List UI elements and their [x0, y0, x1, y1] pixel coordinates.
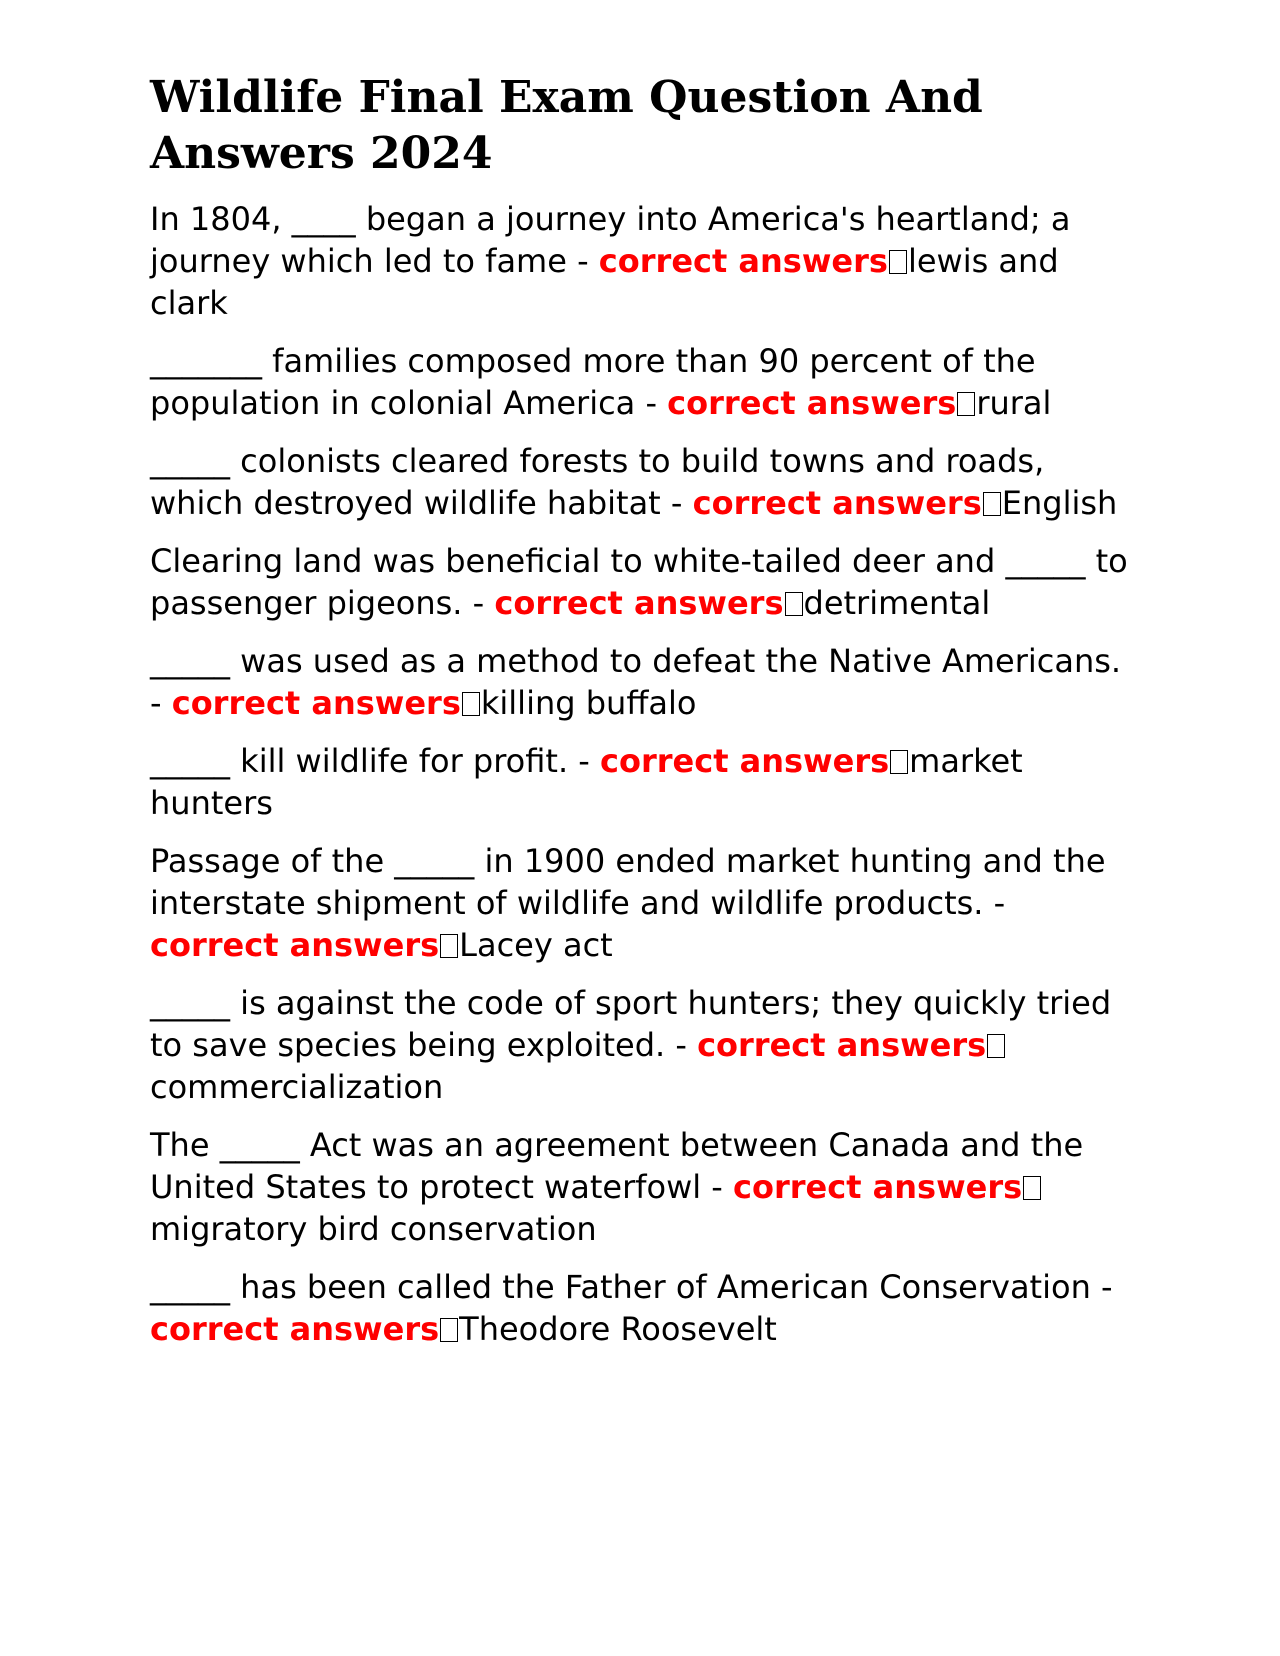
qa-item — [150, 740, 1140, 824]
correct-answers-label: correct answers — [667, 384, 957, 422]
question-text: _______ families composed more than 90 percent of the population in colonial America - — [150, 342, 1036, 422]
qa-item — [150, 1266, 1140, 1350]
missing-glyph-icon — [889, 250, 907, 274]
question-text: Passage of the _____ in 1900 ended market hunting and the interstate shipment of wildlife and wildlife products. - — [150, 842, 1106, 922]
qa-item — [150, 1124, 1140, 1250]
page-title: Wildlife Final Exam Question And Answers 2024 — [150, 72, 983, 179]
answer-text: Theodore Roosevelt — [459, 1310, 777, 1348]
qa-item — [150, 840, 1140, 966]
qa-item — [150, 640, 1140, 724]
qa-item — [150, 340, 1140, 424]
correct-answers-label: correct answers — [600, 742, 890, 780]
answer-text: Lacey act — [459, 926, 613, 964]
correct-answers-label: correct answers — [171, 684, 461, 722]
question-text: Clearing land was beneficial to white-tailed deer and _____ to passenger pigeons. - — [150, 542, 1128, 622]
correct-answers-label: correct answers — [150, 1310, 440, 1348]
qa-item — [150, 198, 1140, 324]
question-text: _____ has been called the Father of American Conservation - — [150, 1268, 1113, 1306]
correct-answers-label: correct answers — [494, 584, 784, 622]
correct-answers-label: correct answers — [697, 1026, 987, 1064]
correct-answers-label: correct answers — [150, 926, 440, 964]
correct-answers-label: correct answers — [692, 484, 982, 522]
correct-answers-label: correct answers — [598, 242, 888, 280]
answer-text: rural — [976, 384, 1052, 422]
missing-glyph-icon — [890, 750, 908, 774]
answer-text: lewis and clark — [150, 242, 1059, 322]
answer-text: killing buffalo — [480, 684, 697, 722]
question-text: _____ colonists cleared forests to build towns and roads, which destroyed wildlife habitat - — [150, 442, 1045, 522]
question-text: _____ kill wildlife for profit. - — [150, 742, 600, 780]
correct-answers-label: correct answers — [733, 1168, 1023, 1206]
document-page — [150, 70, 1140, 1366]
answer-text: market hunters — [150, 742, 1023, 822]
answer-text: migratory bird conservation — [150, 1210, 597, 1248]
missing-glyph-icon — [462, 692, 480, 716]
answer-text: detrimental — [803, 584, 991, 622]
qa-item — [150, 440, 1140, 524]
missing-glyph-icon — [983, 492, 1001, 516]
answer-text: English — [1001, 484, 1118, 522]
missing-glyph-icon — [440, 1318, 458, 1342]
missing-glyph-icon — [1023, 1176, 1041, 1200]
missing-glyph-icon — [987, 1034, 1005, 1058]
missing-glyph-icon — [785, 592, 803, 616]
qa-item — [150, 982, 1140, 1108]
answer-text: commercialization — [150, 1068, 444, 1106]
question-text: In 1804, ____ began a journey into America's heartland; a journey which led to fame - — [150, 200, 1071, 280]
missing-glyph-icon — [440, 934, 458, 958]
question-text: The _____ Act was an agreement between Canada and the United States to protect waterfowl - — [150, 1126, 1084, 1206]
question-text: _____ is against the code of sport hunters; they quickly tried to save species being exploited. - — [150, 984, 1112, 1064]
qa-list — [150, 198, 1140, 1350]
qa-item — [150, 540, 1140, 624]
missing-glyph-icon — [957, 392, 975, 416]
question-text: _____ was used as a method to defeat the Native Americans. - — [150, 642, 1122, 722]
